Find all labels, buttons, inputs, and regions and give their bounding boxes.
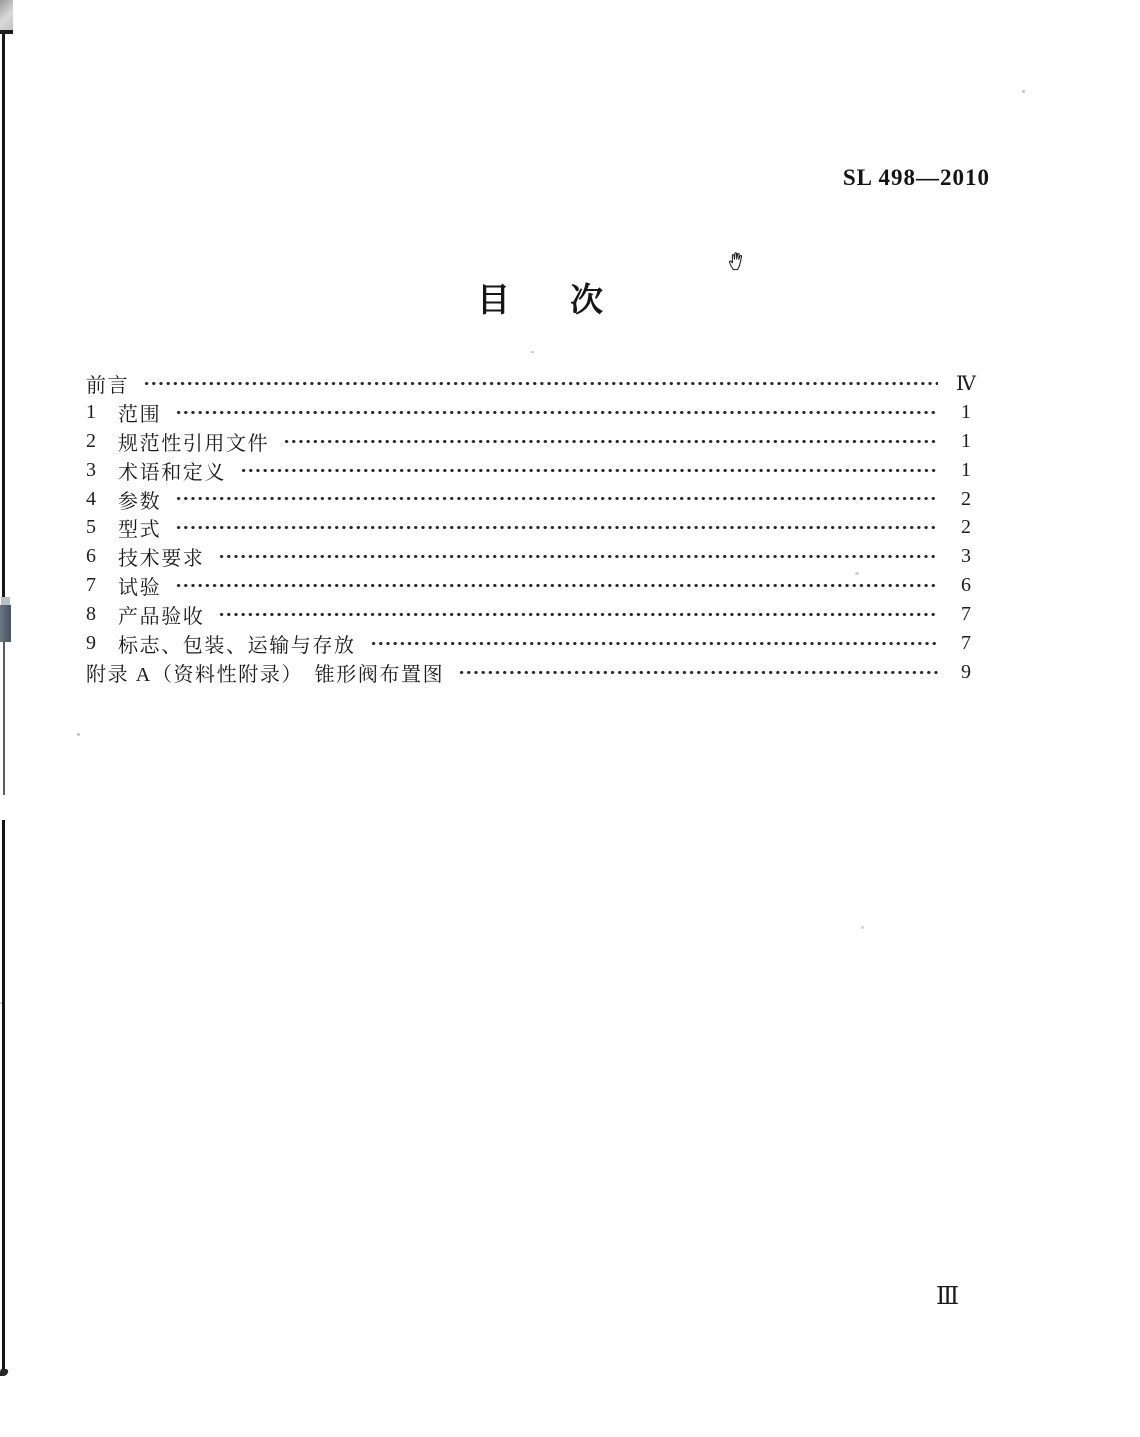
toc-entry	[86, 485, 984, 514]
toc-entry	[86, 427, 984, 456]
page-number: Ⅲ	[936, 1284, 960, 1310]
scan-speck	[1022, 90, 1025, 93]
toc-entry-label: 技术要求	[118, 548, 205, 571]
toc-entry	[86, 600, 984, 629]
toc-entry-page: 2	[961, 516, 971, 539]
toc-entry-page: 7	[961, 603, 971, 626]
toc-entry	[86, 398, 984, 427]
toc-entry	[86, 456, 984, 485]
page-title: 目次	[477, 281, 663, 318]
toc-entry-page: 7	[961, 631, 971, 654]
toc-entry-label: 术语和定义	[118, 461, 226, 484]
toc-entry-page: 1	[961, 458, 971, 481]
toc-dot-leader	[175, 513, 938, 542]
toc-entry-number: 9	[86, 631, 96, 654]
scan-edge-line	[3, 642, 5, 795]
scan-corner-artifact	[0, 0, 13, 34]
toc-dot-leader	[458, 658, 938, 687]
toc-dot-leader	[175, 398, 938, 427]
toc-entry-number: 5	[86, 516, 96, 539]
scan-speck	[861, 926, 864, 929]
toc-dot-leader	[240, 456, 938, 485]
toc-entry-page: 1	[961, 400, 971, 423]
scan-speck	[77, 733, 80, 736]
toc-entry-number: 8	[86, 603, 96, 626]
toc-dot-leader	[143, 369, 938, 398]
toc-dot-leader	[370, 629, 938, 658]
scan-edge-artifact	[1, 597, 10, 605]
toc-dot-leader	[218, 600, 938, 629]
scan-edge-line	[2, 820, 5, 1372]
toc-entry-number: 2	[86, 429, 96, 452]
toc-entry-label: 产品验收	[118, 606, 205, 629]
hand-grab-icon	[727, 250, 746, 271]
toc-entry	[86, 369, 984, 398]
toc-dot-leader	[175, 571, 938, 600]
toc-entry	[86, 513, 984, 542]
toc-dot-leader	[175, 485, 938, 514]
toc-dot-leader	[218, 542, 938, 571]
scan-edge-artifact	[0, 1369, 9, 1376]
toc-entry-page: 9	[961, 660, 971, 683]
toc-entry	[86, 542, 984, 571]
toc-entry-label: 型式	[118, 519, 162, 542]
toc-entry-number: 1	[86, 400, 96, 423]
toc-entry-number: 3	[86, 458, 96, 481]
toc-entry-number: 4	[86, 487, 96, 510]
toc-entry-page: 6	[961, 574, 971, 597]
toc-entry	[86, 629, 984, 658]
toc-entry	[86, 658, 984, 687]
toc-entry-page: 3	[961, 545, 971, 568]
scan-speck	[531, 351, 534, 353]
standard-code: SL 498—2010	[842, 165, 990, 190]
toc-entry-label: 规范性引用文件	[118, 432, 270, 455]
toc-list	[86, 369, 984, 687]
scan-edge-artifact	[0, 605, 11, 642]
toc-entry-label: 参数	[118, 490, 162, 513]
toc-entry-page: 1	[961, 429, 971, 452]
toc-entry-label: 前言	[86, 374, 130, 397]
toc-dot-leader	[283, 427, 938, 456]
toc-entry-page: 2	[961, 487, 971, 510]
toc-entry-label: 试验	[118, 577, 162, 600]
toc-entry	[86, 571, 984, 600]
toc-entry-label: 范围	[118, 403, 162, 426]
toc-entry-page: Ⅳ	[956, 372, 976, 395]
toc-entry-number: 7	[86, 574, 96, 597]
scan-speck	[0, 1002, 2, 1004]
toc-entry-label: 标志、包装、运输与存放	[118, 634, 356, 657]
toc-entry-number: 6	[86, 545, 96, 568]
toc-entry-label: 附录 A（资料性附录） 锥形阀布置图	[86, 663, 445, 686]
scan-edge-line	[2, 0, 5, 606]
